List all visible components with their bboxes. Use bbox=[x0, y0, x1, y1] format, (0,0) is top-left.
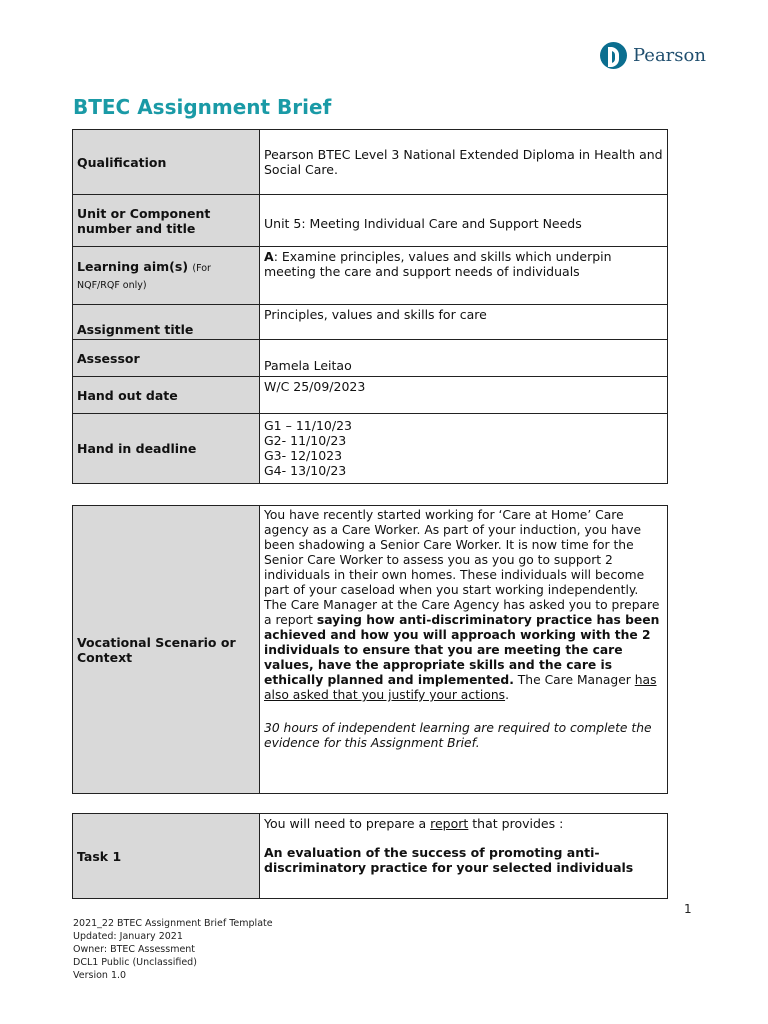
page-title: BTEC Assignment Brief bbox=[73, 95, 332, 119]
scenario-paragraph-2-text-b: The Care Manager bbox=[513, 673, 635, 687]
task-requirement: An evaluation of the success of promoting anti-discriminatory practice for your selected individuals bbox=[264, 845, 634, 875]
task-content bbox=[260, 814, 668, 899]
pearson-logo bbox=[600, 42, 706, 69]
scenario-table bbox=[72, 505, 668, 794]
unit-label: Unit or Component number and title bbox=[73, 195, 260, 247]
task-label: Task 1 bbox=[73, 814, 260, 899]
deadline-item: G3- 12/1023 bbox=[264, 448, 343, 463]
scenario-label: Vocational Scenario or Context bbox=[73, 506, 260, 794]
task-intro-text-b: that provides : bbox=[468, 816, 564, 831]
scenario-content bbox=[260, 506, 668, 794]
assessor-value: Pamela Leitao bbox=[260, 340, 668, 377]
footer-line: Updated: January 2021 bbox=[73, 931, 183, 942]
scenario-paragraph-2-end: . bbox=[505, 688, 509, 702]
learning-aim-label bbox=[73, 247, 260, 305]
learning-aim-label-note: (For NQF/RQF only) bbox=[77, 262, 211, 291]
learning-aim-text: : Examine principles, values and skills which underpin meeting the care and support needs of individuals bbox=[264, 249, 612, 279]
scenario-paragraph-2-underline: has also asked that you justify your actions bbox=[264, 673, 657, 702]
qualification-label: Qualification bbox=[73, 130, 260, 195]
deadline-item: G2- 11/10/23 bbox=[264, 433, 347, 448]
hand-in-deadline-label: Hand in deadline bbox=[73, 414, 260, 484]
scenario-paragraph-2 bbox=[264, 598, 663, 703]
assignment-title-label: Assignment title bbox=[73, 305, 260, 340]
assignment-details-table bbox=[72, 129, 668, 484]
scenario-paragraph-2-bold: saying how anti-discriminatory practice has been achieved and how you will approach working with the 2 individuals to ensure that you are meeting the care values, have the appropriate skills and the care is ethically planned and implemented. bbox=[264, 613, 660, 687]
footer-line: 2021_22 BTEC Assignment Brief Template bbox=[73, 918, 273, 929]
deadline-item: G1 – 11/10/23 bbox=[264, 418, 352, 433]
hand-out-date-value: W/C 25/09/2023 bbox=[260, 377, 668, 414]
task-table bbox=[72, 813, 668, 899]
document-footer bbox=[73, 917, 273, 982]
pearson-logo-text: Pearson bbox=[633, 45, 706, 66]
hand-in-deadline-value bbox=[260, 414, 668, 484]
footer-line: Version 1.0 bbox=[73, 970, 127, 981]
qualification-value: Pearson BTEC Level 3 National Extended Diploma in Health and Social Care. bbox=[260, 130, 668, 195]
learning-aim-label-text: Learning aim(s) bbox=[77, 258, 189, 274]
pearson-logo-icon bbox=[600, 42, 627, 69]
task-intro bbox=[264, 816, 663, 831]
hand-out-date-label: Hand out date bbox=[73, 377, 260, 414]
assessor-label: Assessor bbox=[73, 340, 260, 377]
task-intro-report: report bbox=[430, 816, 469, 831]
footer-line: DCL1 Public (Unclassified) bbox=[73, 957, 197, 968]
scenario-paragraph-1: You have recently started working for ‘Care at Home’ Care agency as a Care Worker. As part of your induction, you have been shadowing a Senior Care Worker. It is now time for the Senior Care Worker to assess you as you go to support 2 individuals in their own homes. These individuals will become part of your caseload when you start working independently. bbox=[264, 508, 645, 597]
page-number: 1 bbox=[684, 902, 692, 916]
unit-value: Unit 5: Meeting Individual Care and Support Needs bbox=[260, 195, 668, 247]
scenario-paragraph-2-text: The Care Manager at the Care Agency has asked you to prepare a report bbox=[264, 598, 660, 627]
assignment-title-value: Principles, values and skills for care bbox=[260, 305, 668, 340]
task-intro-text: You will need to prepare a bbox=[264, 816, 431, 831]
footer-line: Owner: BTEC Assessment bbox=[73, 944, 196, 955]
deadline-item: G4- 13/10/23 bbox=[264, 463, 347, 478]
learning-aim-prefix: A bbox=[264, 249, 274, 264]
independent-learning-note: 30 hours of independent learning are required to complete the evidence for this Assignment Brief. bbox=[264, 721, 652, 750]
learning-aim-value bbox=[260, 247, 668, 305]
